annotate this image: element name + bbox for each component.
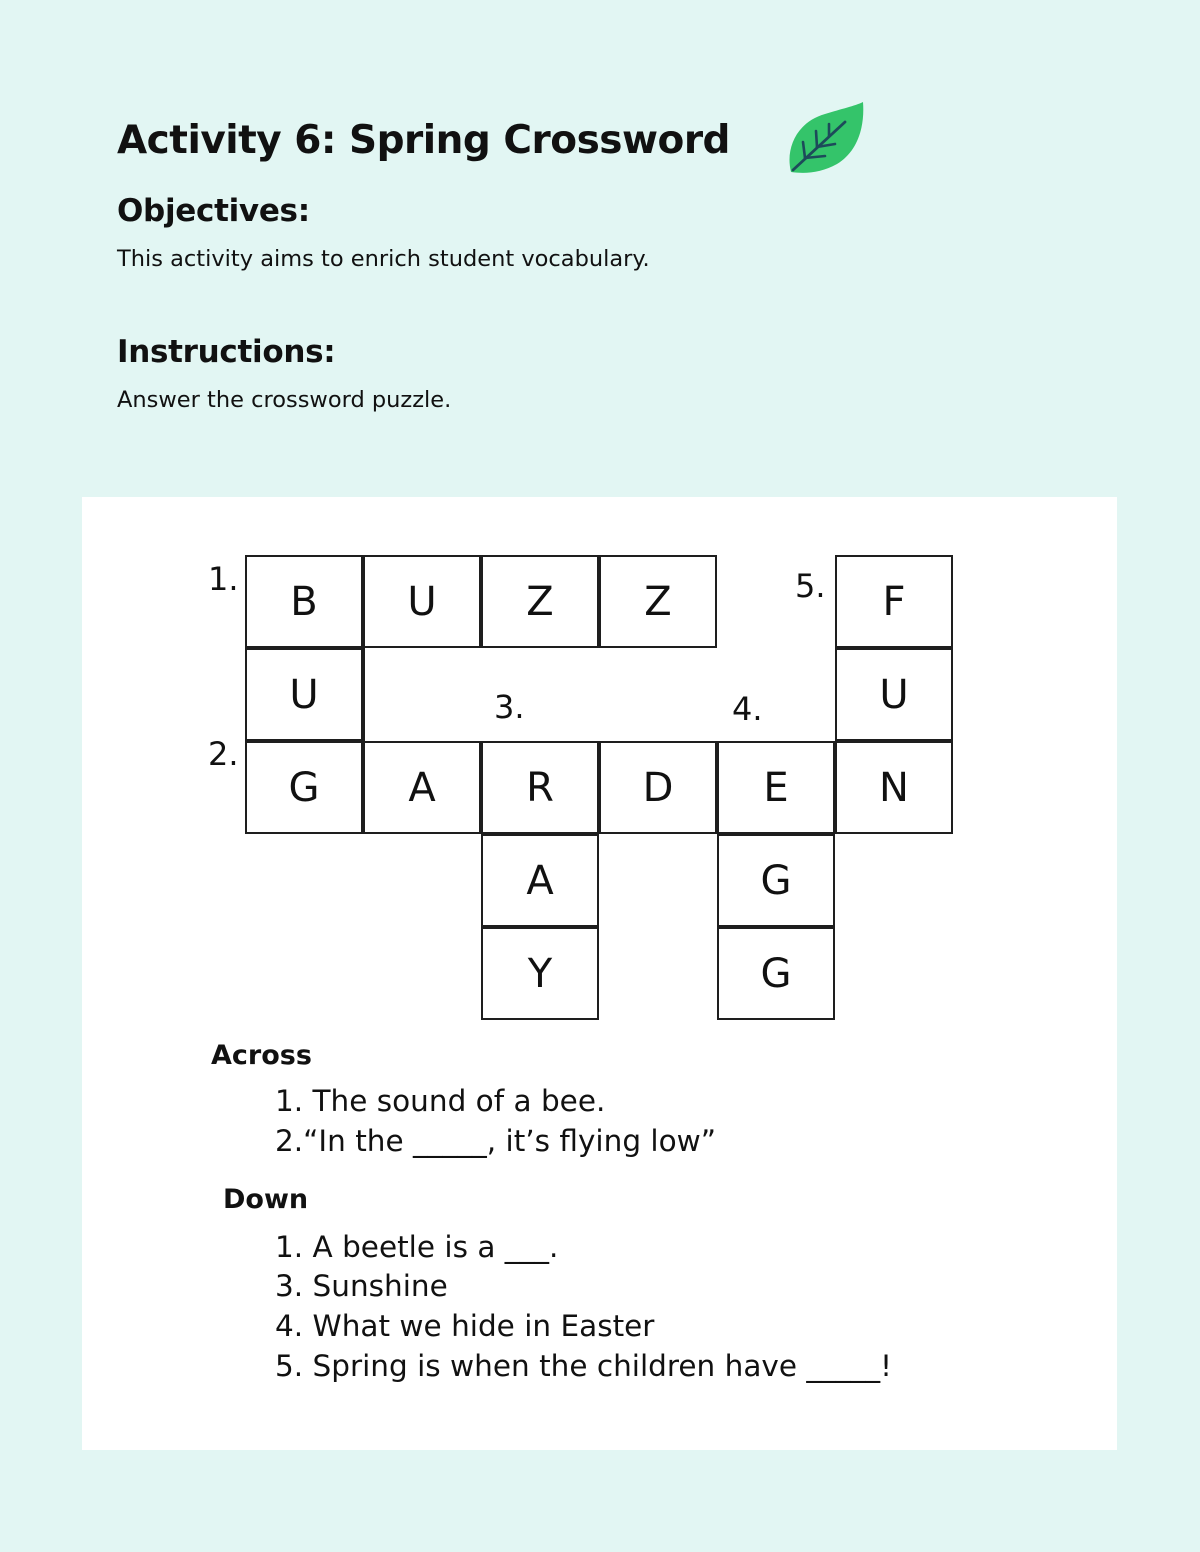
crossword-cell[interactable]: G	[717, 834, 835, 927]
down-heading: Down	[223, 1184, 309, 1215]
crossword-cell[interactable]: G	[245, 741, 363, 834]
down-clue: 5. Spring is when the children have _____!	[275, 1349, 892, 1383]
across-heading: Across	[211, 1040, 312, 1071]
instructions-heading: Instructions:	[117, 334, 336, 370]
crossword-cell[interactable]: U	[835, 648, 953, 741]
crossword-cell[interactable]: Z	[599, 555, 717, 648]
crossword-cell[interactable]: F	[835, 555, 953, 648]
clue-number-2: 2.	[208, 735, 239, 773]
crossword-cell[interactable]: N	[835, 741, 953, 834]
crossword-cell[interactable]: B	[245, 555, 363, 648]
across-clue: 2.“In the _____, it’s flying low”	[275, 1124, 717, 1158]
clue-number-1: 1.	[208, 560, 239, 598]
crossword-empty-block	[363, 648, 837, 743]
crossword-cell[interactable]: E	[717, 741, 835, 834]
across-clue: 1. The sound of a bee.	[275, 1084, 606, 1118]
crossword-cell[interactable]: A	[481, 834, 599, 927]
crossword-cell[interactable]: A	[363, 741, 481, 834]
leaf-icon	[783, 100, 867, 178]
objectives-text: This activity aims to enrich student vocabulary.	[117, 246, 650, 272]
clue-number-4: 4.	[732, 690, 763, 728]
down-clue: 3. Sunshine	[275, 1269, 448, 1303]
crossword-cell[interactable]: Y	[481, 927, 599, 1020]
down-clue: 1. A beetle is a ___.	[275, 1230, 559, 1264]
crossword-cell[interactable]: U	[245, 648, 363, 741]
crossword-cell[interactable]: G	[717, 927, 835, 1020]
objectives-heading: Objectives:	[117, 193, 310, 229]
down-clue: 4. What we hide in Easter	[275, 1309, 655, 1343]
instructions-text: Answer the crossword puzzle.	[117, 387, 452, 413]
crossword-cell[interactable]: U	[363, 555, 481, 648]
clue-number-3: 3.	[494, 688, 525, 726]
page-title: Activity 6: Spring Crossword	[117, 118, 730, 163]
clue-number-5: 5.	[795, 567, 826, 605]
crossword-cell[interactable]: Z	[481, 555, 599, 648]
crossword-cell[interactable]: D	[599, 741, 717, 834]
crossword-cell[interactable]: R	[481, 741, 599, 834]
